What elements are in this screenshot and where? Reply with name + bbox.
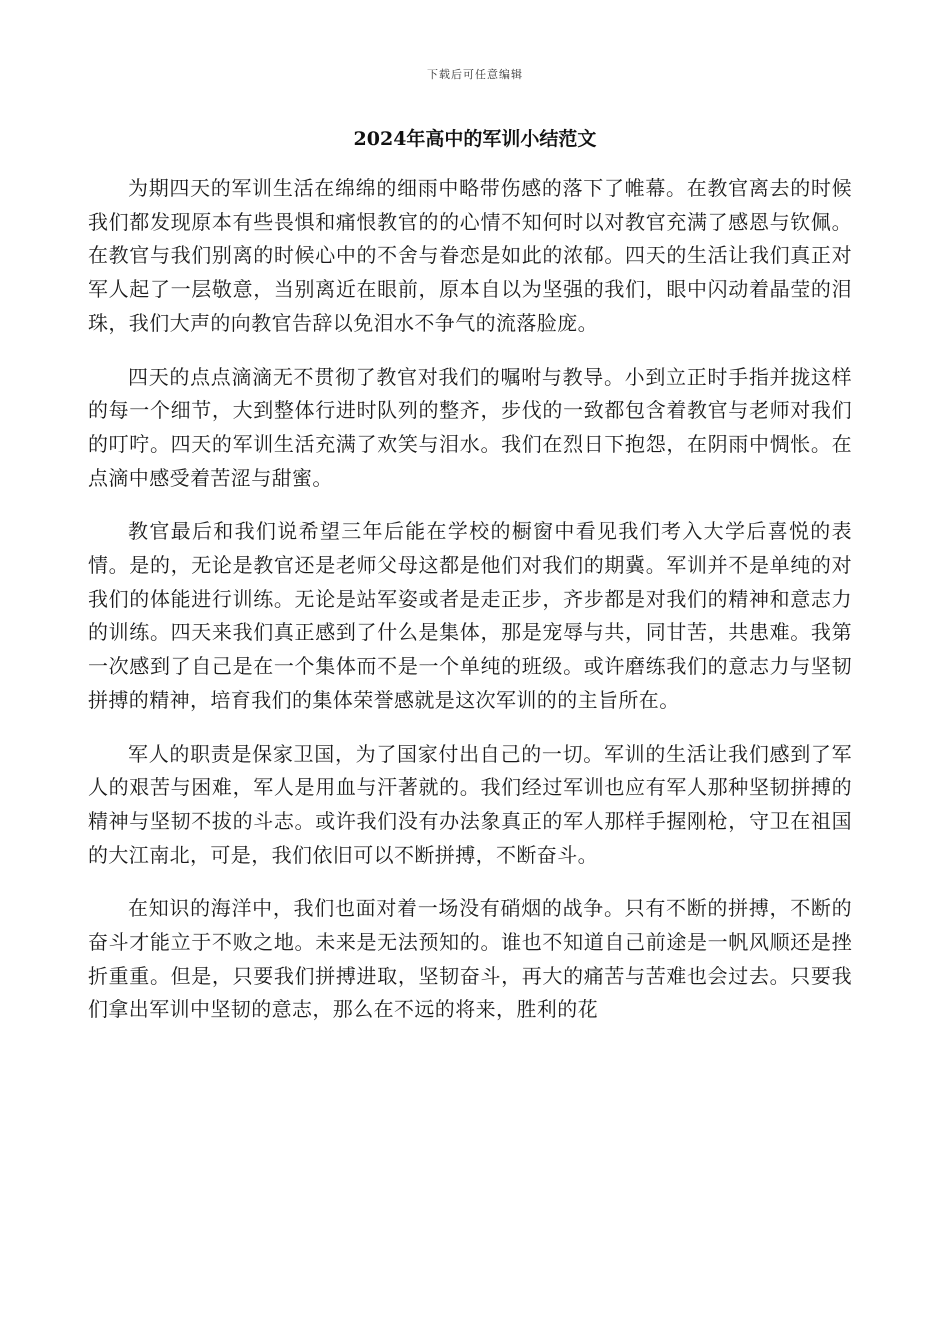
paragraph: 在知识的海洋中，我们也面对着一场没有硝烟的战争。只有不断的拼搏，不断的奋斗才能立于不败之地。未来是无法预知的。谁也不知道自己前途是一帆风顺还是挫折重重。但是，只要我们拼搏进取，坚韧奋斗，再大的痛苦与苦难也会过去。只要我们拿出军训中坚韧的意志，那么在不远的将来，胜利的花 xyxy=(88,896,852,1022)
paragraph: 教官最后和我们说希望三年后能在学校的橱窗中看见我们考入大学后喜悦的表情。是的，无论是教官还是老师父母这都是他们对我们的期冀。军训并不是单纯的对我们的体能进行训练。无论是站军姿或者是走正步，齐步都是对我们的精神和意志力的训练。四天来我们真正感到了什么是集体，那是宠辱与共，同甘苦，共患难。我第一次感到了自己是在一个集体而不是一个单纯的班级。或许磨练我们的意志力与坚韧拼搏的精神，培育我们的集体荣誉感就是这次军训的的主旨所在。 xyxy=(88,519,852,712)
paragraph: 四天的点点滴滴无不贯彻了教官对我们的嘱咐与教导。小到立正时手指并拢这样的每一个细节，大到整体行进时队列的整齐，步伐的一致都包含着教官与老师对我们的叮咛。四天的军训生活充满了欢笑与泪水。我们在烈日下抱怨，在阴雨中惆怅。在点滴中感受着苦涩与甜蜜。 xyxy=(88,364,852,490)
document-title: 2024年高中的军训小结范文 xyxy=(353,128,597,150)
paragraph: 军人的职责是保家卫国，为了国家付出自己的一切。军训的生活让我们感到了军人的艰苦与困难，军人是用血与汗著就的。我们经过军训也应有军人那种坚韧拼搏的精神与坚韧不拔的斗志。或许我们没有办法象真正的军人那样手握刚枪，守卫在祖国的大江南北，可是，我们依旧可以不断拼搏，不断奋斗。 xyxy=(88,741,852,867)
header-note: 下载后可任意编辑 xyxy=(427,68,523,81)
document-body xyxy=(88,172,852,1047)
paragraph: 为期四天的军训生活在绵绵的细雨中略带伤感的落下了帷幕。在教官离去的时候我们都发现原本有些畏惧和痛恨教官的的心情不知何时以对教官充满了感恩与钦佩。在教官与我们别离的时候心中的不舍与眷恋是如此的浓郁。四天的生活让我们真正对军人起了一层敬意，当别离近在眼前，原本自以为坚强的我们，眼中闪动着晶莹的泪珠，我们大声的向教官告辞以免泪水不争气的流落脸庞。 xyxy=(88,176,852,335)
